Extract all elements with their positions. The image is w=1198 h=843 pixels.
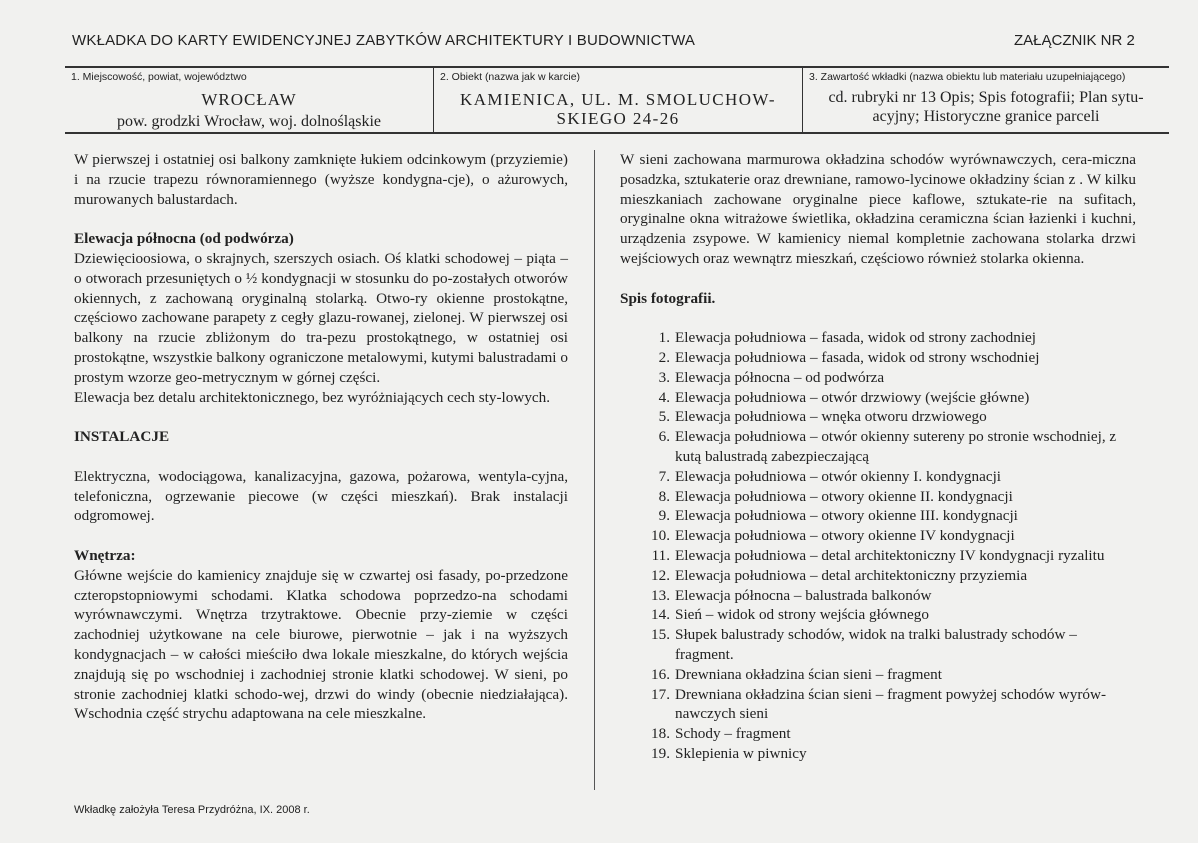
- photo-number: 5.: [658, 408, 670, 426]
- photo-list-item: [620, 348, 1136, 368]
- north-elevation-heading: Elewacja północna (od podwórza): [74, 230, 294, 248]
- photo-list-item: [620, 487, 1136, 507]
- photo-number: 18.: [651, 725, 670, 743]
- photo-caption: Elewacja południowa – otwory okienne II. kondygnacji: [675, 487, 1013, 505]
- photo-list-item: [620, 665, 1136, 685]
- right-column: [620, 150, 1136, 764]
- photo-caption: Elewacja północna – balustrada balkonów: [675, 586, 932, 604]
- photo-list-item: [620, 388, 1136, 408]
- contents-value: cd. rubryki nr 13 Opis; Spis fotografii; Plan sytu-acyjny; Historyczne granice parceli: [828, 89, 1144, 125]
- contents-cell: [802, 68, 1169, 132]
- photo-caption: Elewacja południowa – wnęka otworu drzwiowego: [675, 408, 987, 426]
- photo-number: 19.: [651, 744, 670, 762]
- contents-label: 3. Zawartość wkładki (nazwa obiektu lub materiału uzupełniającego): [809, 71, 1126, 83]
- photo-number: 7.: [658, 467, 670, 485]
- photo-list-item: [620, 427, 1136, 467]
- photo-caption: Schody – fragment: [675, 725, 791, 743]
- photo-number: 10.: [651, 527, 670, 545]
- balcony-paragraph: W pierwszej i ostatniej osi balkony zamknięte łukiem odcinkowym (przyziemie) i na rzucie trapezu równoramiennego (wyższe kondygna-cje), o ażurowych, murowanych balustardach.: [74, 151, 568, 208]
- photo-list-item: [620, 605, 1136, 625]
- photo-list-item: [620, 566, 1136, 586]
- photo-caption: Elewacja południowa – detal architektoniczny IV kondygnacji ryzalitu: [675, 546, 1105, 564]
- photo-list-item: [620, 328, 1136, 348]
- photo-list-item: [620, 685, 1136, 725]
- photo-number: 12.: [651, 566, 670, 584]
- photo-number: 11.: [651, 546, 670, 564]
- photo-caption: Sień – widok od strony wejścia głównego: [675, 606, 929, 624]
- left-column: [74, 150, 568, 724]
- photo-caption: Drewniana okładzina ścian sieni – fragment powyżej schodów wyrów-nawczych sieni: [675, 685, 1107, 723]
- photo-caption: Elewacja południowa – fasada, widok od strony zachodniej: [675, 329, 1037, 347]
- photo-number: 6.: [658, 428, 670, 446]
- location-label: 1. Miejscowość, powiat, województwo: [71, 71, 247, 83]
- photo-caption: Drewniana okładzina ścian sieni – fragment: [675, 665, 942, 683]
- photo-number: 14.: [651, 606, 670, 624]
- photo-list-item: [620, 546, 1136, 566]
- photo-caption: Elewacja południowa – otwór drzwiowy (wejście główne): [675, 388, 1030, 406]
- photo-number: 17.: [651, 685, 670, 703]
- object-label: 2. Obiekt (nazwa jak w karcie): [440, 71, 581, 83]
- location-cell: [65, 68, 433, 132]
- north-elevation-text-2: Elewacja bez detalu architektonicznego, bez wyróżniających cech sty-lowych.: [74, 388, 551, 406]
- photo-caption: Elewacja południowa – otwór okienny sutereny po stronie wschodniej, z kutą balustradą zabezpieczającą: [675, 428, 1117, 465]
- author-footer: Wkładkę założyła Teresa Przydróżna, IX. 2008 r.: [74, 804, 310, 816]
- interiors-text: Główne wejście do kamienicy znajduje się w czwartej osi fasady, po-przedzone czteropstopniowymi schodami. Klatka schodowa poprzedzo-na schodami wyrównawczymi. Wnętrza trzytraktowe. Obecnie przy-ziemie w części zachodniej użytkowane na cele biurowe, pierwotnie – jak i na wyższych kondygnacjach – w całości mieściło dwa lokale mieszkalne, do których wejścia znajdują się po wschodniej i zachodniej stronie klatki schodowej. W sieni, po stronie zachodniej klatki schodo-wej, drzwi do windy (obecnie niedziałająca). Wschodnia część strychu adaptowana na cele mieszkalne.: [74, 566, 568, 723]
- header-table: [65, 66, 1169, 134]
- photo-list-item: [620, 586, 1136, 606]
- page-title: WKŁADKA DO KARTY EWIDENCYJNEJ ZABYTKÓW ARCHITEKTURY I BUDOWNICTWA: [72, 32, 696, 49]
- photo-caption: Elewacja południowa – detal architektoniczny przyziemia: [675, 566, 1028, 584]
- photo-list-item: [620, 407, 1136, 427]
- photo-list-item: [620, 467, 1136, 487]
- object-name: KAMIENICA, UL. M. SMOLUCHOW-SKIEGO 24-26: [460, 90, 776, 128]
- photo-number: 3.: [658, 368, 670, 386]
- photo-caption: Elewacja południowa – otwory okienne IV kondygnacji: [675, 527, 1015, 545]
- photo-list: [620, 328, 1136, 764]
- object-cell: [433, 68, 802, 132]
- photo-caption: Elewacja północna – od podwórza: [675, 368, 885, 386]
- column-divider: [594, 150, 595, 790]
- photo-caption: Słupek balustrady schodów, widok na tralki balustrady schodów – fragment.: [675, 626, 1077, 663]
- photo-caption: Elewacja południowa – otwór okienny I. kondygnacji: [675, 467, 1002, 485]
- photo-list-item: [620, 625, 1136, 665]
- photo-list-item: [620, 506, 1136, 526]
- interiors-heading: Wnętrza:: [74, 546, 136, 564]
- north-elevation-text: Dziewięcioosiowa, o skrajnych, szerszych osiach. Oś klatki schodowej – piąta – o otworach przesuniętych o ½ kondygnacji w stosunku do po-zostałych otworów okiennych, z zachowaną oryginalną stolarką. Otwo-ry okienne prostokątne, częściowo zachowane parapety z cegły glazu-rowanej, zielonej. W pierwszej osi balkony na rzucie zbliżonym do tra-pezu prostokątnego, w ostatniej osi prostokątne, wszystkie balkony ograniczone metalowymi, kutymi balustradami o prostym wzorze geo-metrycznym w górnej części.: [74, 249, 568, 386]
- photo-list-item: [620, 744, 1136, 764]
- photo-number: 9.: [658, 507, 670, 525]
- photo-list-item: [620, 368, 1136, 388]
- photo-caption: Elewacja południowa – fasada, widok od strony wschodniej: [675, 348, 1040, 366]
- photos-heading: Spis fotografii.: [620, 289, 716, 307]
- photo-number: 2.: [658, 348, 670, 366]
- hall-paragraph: W sieni zachowana marmurowa okładzina schodów wyrównawczych, cera-miczna posadzka, sztukaterie oraz drewniane, ramowo-lycinowe okładziny ścian z . W kilku mieszkaniach zachowane oryginalne piece kaflowe, sztukate-rie na sufitach, oryginalne okna witrażowe świetlika, okładzina ceramiczna ścian łazienki i kuchni, urządzenia zsypowe. W kamienicy niemal kompletnie zachowana stolarka drzwi wejściowych oraz wewnątrz mieszkań, częściowo również stolarka okienna.: [620, 151, 1136, 267]
- location-name: WROCŁAW: [201, 90, 297, 109]
- installations-heading: INSTALACJE: [74, 428, 170, 446]
- photo-number: 8.: [658, 487, 670, 505]
- photo-number: 1.: [658, 329, 670, 347]
- photo-caption: Elewacja południowa – otwory okienne III. kondygnacji: [675, 507, 1018, 525]
- installations-text: Elektryczna, wodociągowa, kanalizacyjna, gazowa, pożarowa, wentyla-cyjna, telefoniczna, ogrzewanie piecowe (w części mieszkań). Brak instalacji odgromowej.: [74, 467, 568, 525]
- photo-number: 4.: [658, 388, 670, 406]
- location-district: pow. grodzki Wrocław, woj. dolnośląskie: [116, 113, 382, 130]
- photo-list-item: [620, 526, 1136, 546]
- annex-label: ZAŁĄCZNIK NR 2: [1014, 32, 1135, 49]
- photo-number: 16.: [651, 665, 670, 683]
- photo-number: 13.: [651, 586, 670, 604]
- photo-caption: Sklepienia w piwnicy: [675, 744, 807, 762]
- photo-number: 15.: [651, 626, 670, 644]
- photo-list-item: [620, 724, 1136, 744]
